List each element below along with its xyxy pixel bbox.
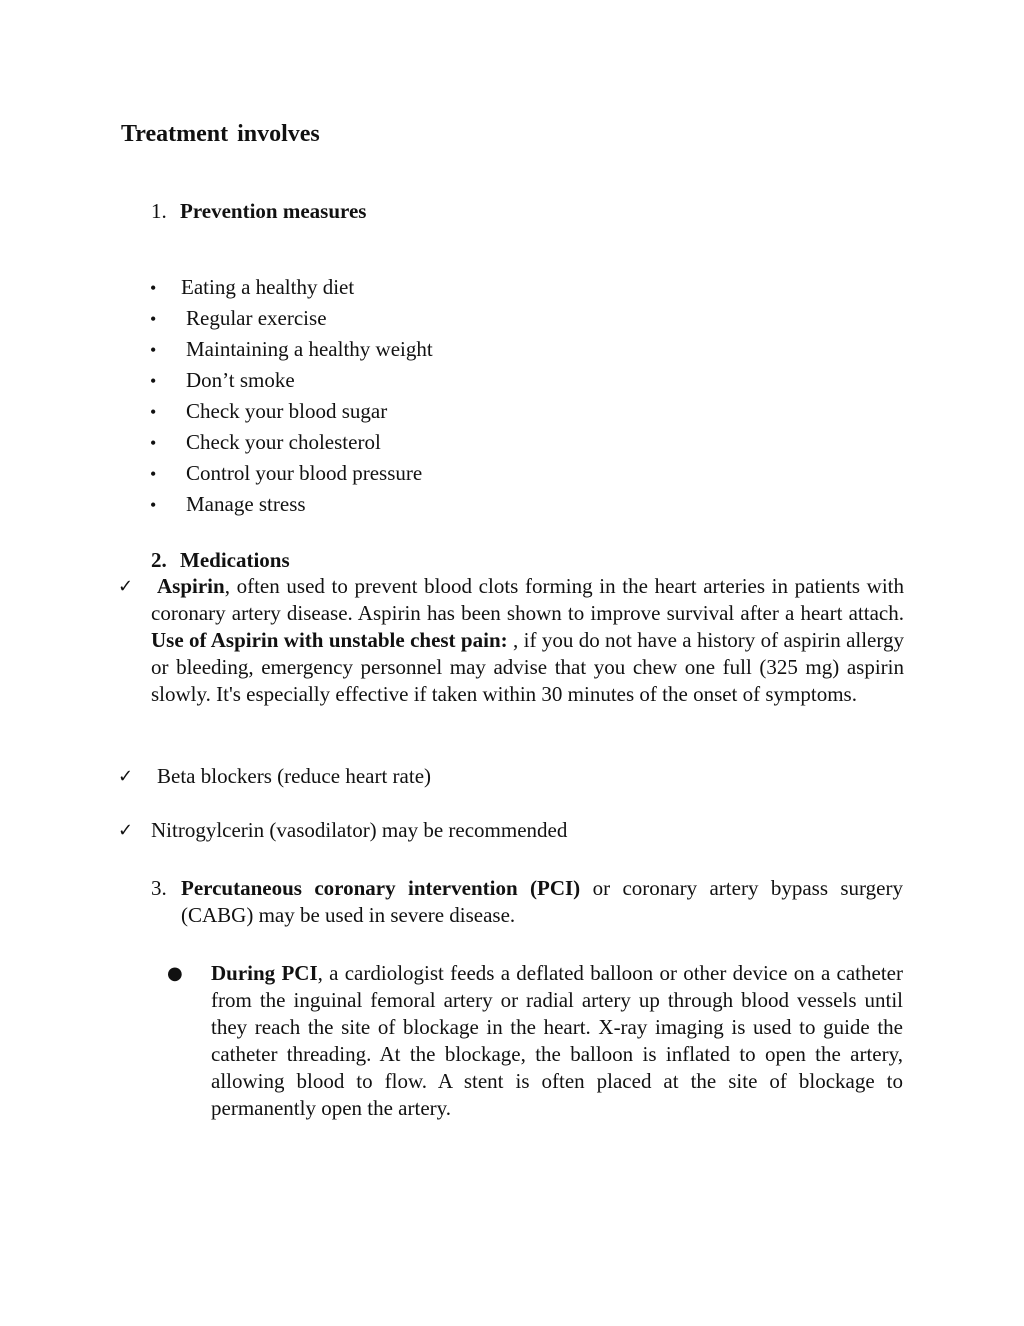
nitroglycerin-text: Nitrogylcerin (vasodilator) may be recommended xyxy=(151,818,568,842)
aspirin-item xyxy=(118,573,904,708)
list-item-text: Control your blood pressure xyxy=(186,461,423,485)
list-item xyxy=(150,396,433,427)
bullet-icon: • xyxy=(150,340,157,360)
section-1-title: Prevention measures xyxy=(180,199,367,223)
list-item xyxy=(150,334,433,365)
list-item-text: Maintaining a healthy weight xyxy=(186,337,433,361)
beta-blockers-text: Beta blockers (reduce heart rate) xyxy=(157,764,432,788)
list-item xyxy=(150,365,433,396)
aspirin-text-2: , if you do not have a history of aspirin allergy or bleeding, emergency personnel may advise that you chew one full (325 mg) aspirin slowly. It's especially effective if taken within 30 minutes of the onset of symptoms. xyxy=(151,628,904,706)
list-item-text: Regular exercise xyxy=(186,306,327,330)
list-item-text: Eating a healthy diet xyxy=(181,275,355,299)
list-item xyxy=(150,458,433,489)
section-1-number: 1. xyxy=(151,199,167,223)
section-2-heading xyxy=(151,547,290,574)
list-item xyxy=(150,272,433,303)
pci-bold-lead: Percutaneous coronary intervention (PCI) xyxy=(181,876,581,900)
checkmark-icon: ✓ xyxy=(118,766,134,787)
bullet-icon: • xyxy=(150,371,157,391)
list-item xyxy=(150,427,433,458)
during-pci-text: , a cardiologist feeds a deflated balloon or other device on a catheter from the inguinal femoral artery or radial artery up through blood vessels until they reach the site of blockage in the heart. X-ray imaging is used to guide the catheter threading. At the blockage, the balloon is inflated to open the artery, allowing blood to flow. A stent is often placed at the site of blockage to permanently open the artery. xyxy=(211,961,903,1120)
list-item-text: Check your cholesterol xyxy=(186,430,381,454)
aspirin-bold-mid: Use of Aspirin with unstable chest pain: xyxy=(151,628,508,652)
section-2-title: Medications xyxy=(180,548,290,572)
checkmark-icon: ✓ xyxy=(118,576,134,597)
prevention-list xyxy=(150,272,433,520)
list-item-text: Check your blood sugar xyxy=(186,399,388,423)
page-title: Treatment involves xyxy=(121,121,320,147)
aspirin-bold-lead: Aspirin xyxy=(157,574,225,598)
disc-bullet-icon: ● xyxy=(167,963,183,984)
section-3-number: 3. xyxy=(151,876,167,900)
bullet-icon: • xyxy=(150,309,157,329)
section-1-heading xyxy=(151,198,366,225)
section-2-number: 2. xyxy=(151,548,167,572)
bullet-icon: • xyxy=(150,464,157,484)
pci-paragraph xyxy=(181,875,903,929)
bullet-icon: • xyxy=(150,402,157,422)
during-pci-bold-lead: During PCI xyxy=(211,961,318,985)
aspirin-text-1: , often used to prevent blood clots forming in the heart arteries in patients with coronary artery disease. Aspirin has been shown to improve survival after a heart attach. xyxy=(151,574,904,625)
checkmark-icon: ✓ xyxy=(118,820,134,841)
bullet-icon: • xyxy=(150,278,157,298)
list-item-text: Manage stress xyxy=(186,492,306,516)
bullet-icon: • xyxy=(150,495,157,515)
pci-text: or coronary artery bypass surgery (CABG) may be used in severe disease. xyxy=(181,876,903,927)
list-item-text: Don’t smoke xyxy=(186,368,295,392)
list-item xyxy=(150,303,433,334)
list-item xyxy=(150,489,433,520)
bullet-icon: • xyxy=(150,433,157,453)
aspirin-paragraph xyxy=(151,573,904,708)
during-pci-paragraph xyxy=(211,960,903,1122)
